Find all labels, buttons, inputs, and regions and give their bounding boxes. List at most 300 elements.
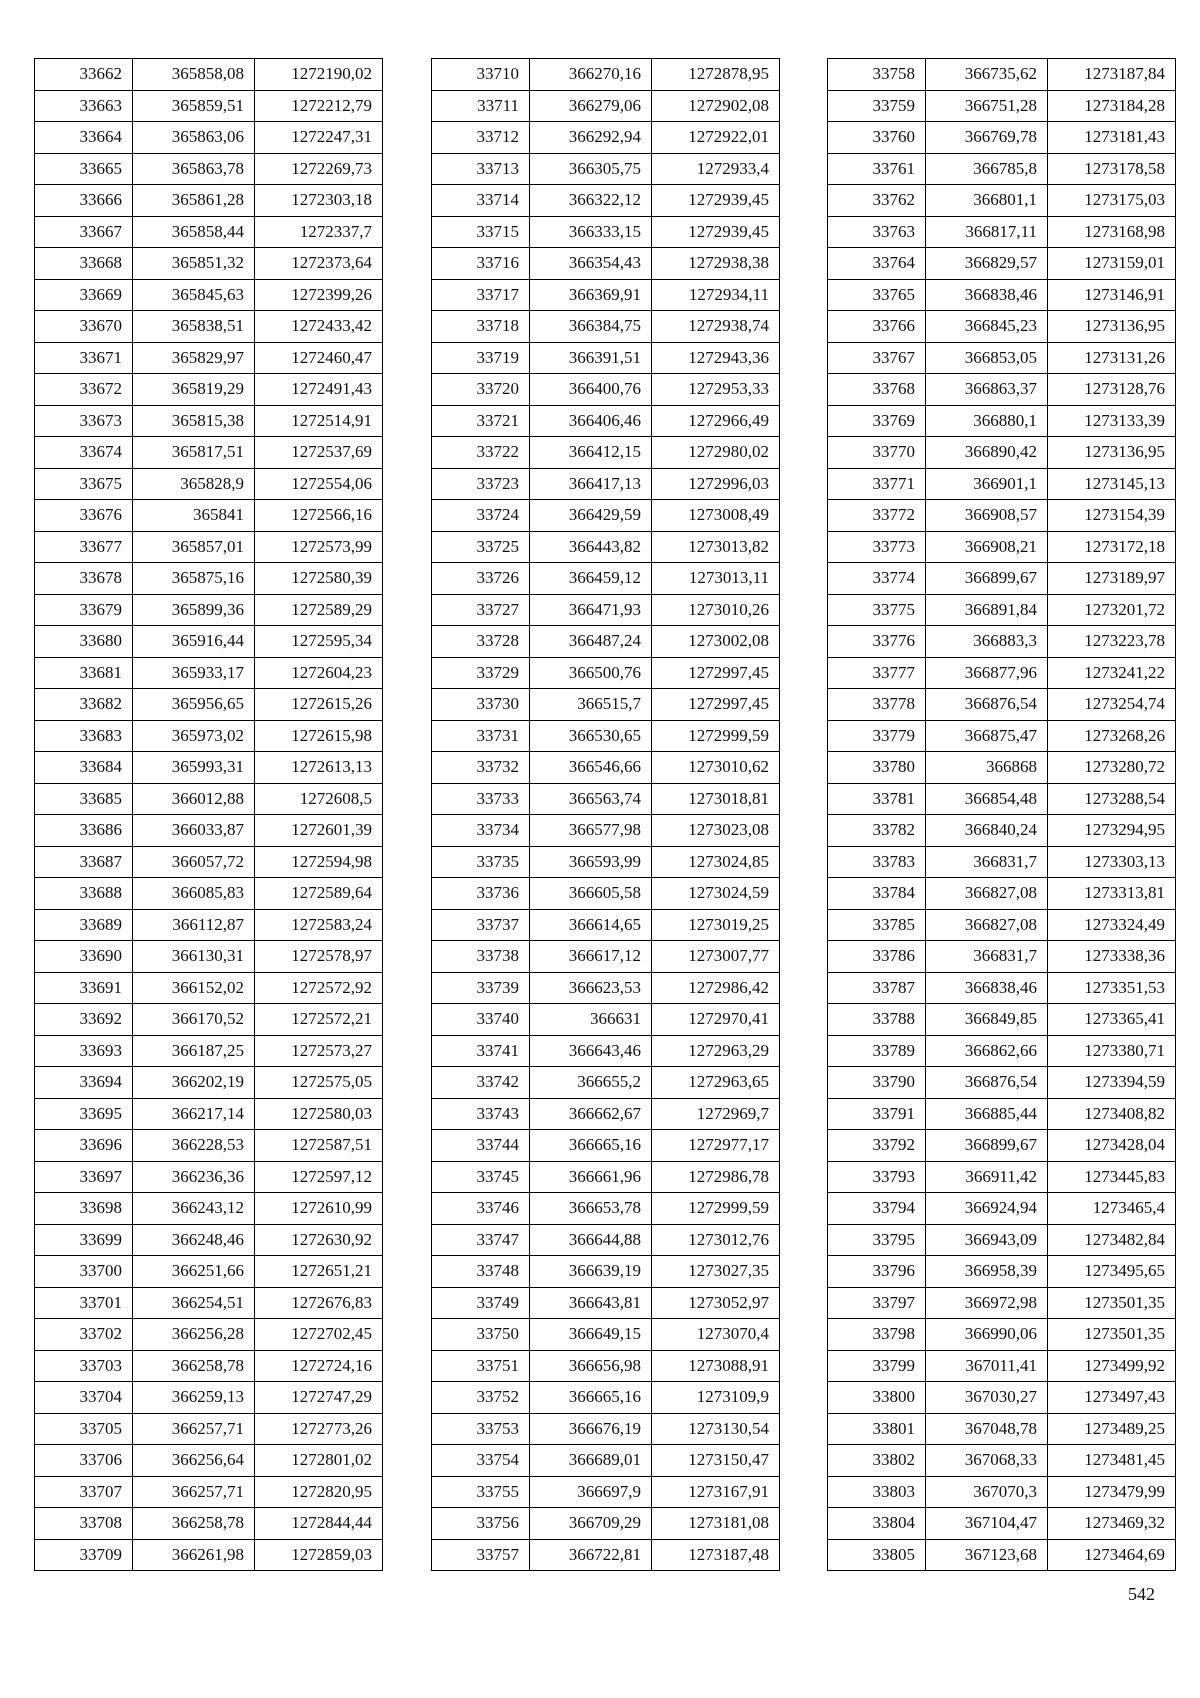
- y-coordinate-cell: 1273168,98: [1048, 216, 1176, 248]
- point-number-cell: 33758: [828, 59, 926, 91]
- point-number-cell: 33788: [828, 1004, 926, 1036]
- x-coordinate-cell: 366261,98: [133, 1539, 255, 1571]
- coordinate-table-2: [431, 58, 780, 1571]
- x-coordinate-cell: 366817,11: [926, 216, 1048, 248]
- point-number-cell: 33734: [432, 815, 530, 847]
- table-row: [35, 216, 383, 248]
- table-row: [432, 374, 780, 406]
- point-number-cell: 33701: [35, 1287, 133, 1319]
- y-coordinate-cell: 1273023,08: [652, 815, 780, 847]
- table-row: [35, 783, 383, 815]
- x-coordinate-cell: 366877,96: [926, 657, 1048, 689]
- x-coordinate-cell: 366292,94: [530, 122, 652, 154]
- point-number-cell: 33727: [432, 594, 530, 626]
- point-number-cell: 33777: [828, 657, 926, 689]
- table-row: [35, 909, 383, 941]
- point-number-cell: 33770: [828, 437, 926, 469]
- table-row: [432, 689, 780, 721]
- point-number-cell: 33677: [35, 531, 133, 563]
- point-number-cell: 33768: [828, 374, 926, 406]
- coordinate-table-1: [34, 58, 383, 1571]
- y-coordinate-cell: 1273109,9: [652, 1382, 780, 1414]
- x-coordinate-cell: 366908,57: [926, 500, 1048, 532]
- table-row: [828, 972, 1176, 1004]
- x-coordinate-cell: 366270,16: [530, 59, 652, 91]
- table-row: [35, 657, 383, 689]
- point-number-cell: 33733: [432, 783, 530, 815]
- x-coordinate-cell: 366901,1: [926, 468, 1048, 500]
- y-coordinate-cell: 1273324,49: [1048, 909, 1176, 941]
- table-row: [828, 185, 1176, 217]
- table-row: [828, 90, 1176, 122]
- x-coordinate-cell: 366908,21: [926, 531, 1048, 563]
- point-number-cell: 33664: [35, 122, 133, 154]
- table-row: [828, 1445, 1176, 1477]
- point-number-cell: 33753: [432, 1413, 530, 1445]
- y-coordinate-cell: 1273201,72: [1048, 594, 1176, 626]
- y-coordinate-cell: 1272878,95: [652, 59, 780, 91]
- y-coordinate-cell: 1272980,02: [652, 437, 780, 469]
- x-coordinate-cell: 365841: [133, 500, 255, 532]
- table-row: [35, 1319, 383, 1351]
- point-number-cell: 33681: [35, 657, 133, 689]
- table-row: [828, 752, 1176, 784]
- y-coordinate-cell: 1272939,45: [652, 185, 780, 217]
- x-coordinate-cell: 366885,44: [926, 1098, 1048, 1130]
- table-row: [35, 1256, 383, 1288]
- y-coordinate-cell: 1273128,76: [1048, 374, 1176, 406]
- x-coordinate-cell: 366899,67: [926, 563, 1048, 595]
- y-coordinate-cell: 1273131,26: [1048, 342, 1176, 374]
- y-coordinate-cell: 1272969,7: [652, 1098, 780, 1130]
- x-coordinate-cell: 366187,25: [133, 1035, 255, 1067]
- x-coordinate-cell: 366412,15: [530, 437, 652, 469]
- table-row: [828, 311, 1176, 343]
- y-coordinate-cell: 1272613,13: [255, 752, 383, 784]
- y-coordinate-cell: 1273154,39: [1048, 500, 1176, 532]
- x-coordinate-cell: 366369,91: [530, 279, 652, 311]
- y-coordinate-cell: 1272999,59: [652, 720, 780, 752]
- y-coordinate-cell: 1273150,47: [652, 1445, 780, 1477]
- x-coordinate-cell: 366853,05: [926, 342, 1048, 374]
- x-coordinate-cell: 366354,43: [530, 248, 652, 280]
- y-coordinate-cell: 1273178,58: [1048, 153, 1176, 185]
- table-row: [35, 720, 383, 752]
- x-coordinate-cell: 365819,29: [133, 374, 255, 406]
- point-number-cell: 33669: [35, 279, 133, 311]
- table-row: [35, 1004, 383, 1036]
- table-row: [828, 626, 1176, 658]
- point-number-cell: 33722: [432, 437, 530, 469]
- x-coordinate-cell: 366643,46: [530, 1035, 652, 1067]
- point-number-cell: 33793: [828, 1161, 926, 1193]
- point-number-cell: 33792: [828, 1130, 926, 1162]
- x-coordinate-cell: 365829,97: [133, 342, 255, 374]
- point-number-cell: 33684: [35, 752, 133, 784]
- y-coordinate-cell: 1272651,21: [255, 1256, 383, 1288]
- point-number-cell: 33725: [432, 531, 530, 563]
- point-number-cell: 33795: [828, 1224, 926, 1256]
- point-number-cell: 33712: [432, 122, 530, 154]
- y-coordinate-cell: 1273223,78: [1048, 626, 1176, 658]
- table-row: [828, 279, 1176, 311]
- x-coordinate-cell: 366429,59: [530, 500, 652, 532]
- y-coordinate-cell: 1273130,54: [652, 1413, 780, 1445]
- x-coordinate-cell: 366845,23: [926, 311, 1048, 343]
- y-coordinate-cell: 1272986,42: [652, 972, 780, 1004]
- x-coordinate-cell: 366256,64: [133, 1445, 255, 1477]
- table-row: [35, 1287, 383, 1319]
- y-coordinate-cell: 1272554,06: [255, 468, 383, 500]
- point-number-cell: 33739: [432, 972, 530, 1004]
- x-coordinate-cell: 365815,38: [133, 405, 255, 437]
- table-row: [432, 1035, 780, 1067]
- x-coordinate-cell: 366676,19: [530, 1413, 652, 1445]
- point-number-cell: 33674: [35, 437, 133, 469]
- table-row: [35, 374, 383, 406]
- x-coordinate-cell: 367104,47: [926, 1508, 1048, 1540]
- x-coordinate-cell: 366257,71: [133, 1413, 255, 1445]
- point-number-cell: 33782: [828, 815, 926, 847]
- table-row: [35, 405, 383, 437]
- y-coordinate-cell: 1272630,92: [255, 1224, 383, 1256]
- y-coordinate-cell: 1272938,38: [652, 248, 780, 280]
- y-coordinate-cell: 1272583,24: [255, 909, 383, 941]
- point-number-cell: 33723: [432, 468, 530, 500]
- point-number-cell: 33769: [828, 405, 926, 437]
- point-number-cell: 33738: [432, 941, 530, 973]
- x-coordinate-cell: 365838,51: [133, 311, 255, 343]
- point-number-cell: 33717: [432, 279, 530, 311]
- point-number-cell: 33673: [35, 405, 133, 437]
- y-coordinate-cell: 1272859,03: [255, 1539, 383, 1571]
- y-coordinate-cell: 1273338,36: [1048, 941, 1176, 973]
- page-number: 542: [1128, 1584, 1155, 1604]
- table-row: [828, 594, 1176, 626]
- table-row: [35, 1382, 383, 1414]
- point-number-cell: 33706: [35, 1445, 133, 1477]
- y-coordinate-cell: 1273181,08: [652, 1508, 780, 1540]
- table-row: [432, 437, 780, 469]
- y-coordinate-cell: 1273501,35: [1048, 1287, 1176, 1319]
- y-coordinate-cell: 1272491,43: [255, 374, 383, 406]
- table-row: [35, 1130, 383, 1162]
- table-row: [432, 59, 780, 91]
- table-row: [828, 1098, 1176, 1130]
- x-coordinate-cell: 366958,39: [926, 1256, 1048, 1288]
- table-row: [432, 657, 780, 689]
- table-row: [828, 846, 1176, 878]
- point-number-cell: 33697: [35, 1161, 133, 1193]
- table-row: [432, 90, 780, 122]
- table-row: [828, 153, 1176, 185]
- table-row: [35, 1445, 383, 1477]
- x-coordinate-cell: 365858,08: [133, 59, 255, 91]
- x-coordinate-cell: 366876,54: [926, 689, 1048, 721]
- table-row: [828, 1067, 1176, 1099]
- y-coordinate-cell: 1273313,81: [1048, 878, 1176, 910]
- point-number-cell: 33698: [35, 1193, 133, 1225]
- y-coordinate-cell: 1272580,03: [255, 1098, 383, 1130]
- table-row: [828, 815, 1176, 847]
- point-number-cell: 33679: [35, 594, 133, 626]
- y-coordinate-cell: 1273288,54: [1048, 783, 1176, 815]
- table-row: [35, 531, 383, 563]
- table-row: [828, 1319, 1176, 1351]
- table-row: [828, 657, 1176, 689]
- x-coordinate-cell: 365993,31: [133, 752, 255, 784]
- table-row: [432, 941, 780, 973]
- table-row: [432, 752, 780, 784]
- x-coordinate-cell: 366972,98: [926, 1287, 1048, 1319]
- x-coordinate-cell: 366259,13: [133, 1382, 255, 1414]
- y-coordinate-cell: 1272747,29: [255, 1382, 383, 1414]
- y-coordinate-cell: 1273145,13: [1048, 468, 1176, 500]
- x-coordinate-cell: 366170,52: [133, 1004, 255, 1036]
- x-coordinate-cell: 367068,33: [926, 1445, 1048, 1477]
- table-row: [432, 1287, 780, 1319]
- y-coordinate-cell: 1273189,97: [1048, 563, 1176, 595]
- point-number-cell: 33724: [432, 500, 530, 532]
- point-number-cell: 33670: [35, 311, 133, 343]
- table-row: [432, 311, 780, 343]
- point-number-cell: 33667: [35, 216, 133, 248]
- y-coordinate-cell: 1272460,47: [255, 342, 383, 374]
- x-coordinate-cell: 366279,06: [530, 90, 652, 122]
- y-coordinate-cell: 1273019,25: [652, 909, 780, 941]
- y-coordinate-cell: 1273136,95: [1048, 437, 1176, 469]
- y-coordinate-cell: 1272597,12: [255, 1161, 383, 1193]
- y-coordinate-cell: 1272589,64: [255, 878, 383, 910]
- x-coordinate-cell: 367030,27: [926, 1382, 1048, 1414]
- table-row: [35, 311, 383, 343]
- y-coordinate-cell: 1273018,81: [652, 783, 780, 815]
- table-body: [828, 59, 1176, 1571]
- table-row: [35, 59, 383, 91]
- x-coordinate-cell: 366243,12: [133, 1193, 255, 1225]
- x-coordinate-cell: 366112,87: [133, 909, 255, 941]
- y-coordinate-cell: 1272399,26: [255, 279, 383, 311]
- x-coordinate-cell: 366827,08: [926, 878, 1048, 910]
- y-coordinate-cell: 1272615,26: [255, 689, 383, 721]
- y-coordinate-cell: 1272801,02: [255, 1445, 383, 1477]
- y-coordinate-cell: 1272997,45: [652, 657, 780, 689]
- y-coordinate-cell: 1272537,69: [255, 437, 383, 469]
- table-row: [828, 437, 1176, 469]
- table-row: [35, 279, 383, 311]
- point-number-cell: 33721: [432, 405, 530, 437]
- y-coordinate-cell: 1272608,5: [255, 783, 383, 815]
- x-coordinate-cell: 365899,36: [133, 594, 255, 626]
- table-row: [828, 783, 1176, 815]
- table-row: [828, 248, 1176, 280]
- y-coordinate-cell: 1272514,91: [255, 405, 383, 437]
- table-row: [35, 90, 383, 122]
- table-row: [828, 1382, 1176, 1414]
- x-coordinate-cell: 366057,72: [133, 846, 255, 878]
- y-coordinate-cell: 1272963,29: [652, 1035, 780, 1067]
- table-row: [35, 185, 383, 217]
- y-coordinate-cell: 1272996,03: [652, 468, 780, 500]
- y-coordinate-cell: 1272997,45: [652, 689, 780, 721]
- table-row: [828, 1539, 1176, 1571]
- table-row: [828, 1287, 1176, 1319]
- table-row: [432, 1256, 780, 1288]
- point-number-cell: 33694: [35, 1067, 133, 1099]
- point-number-cell: 33703: [35, 1350, 133, 1382]
- point-number-cell: 33713: [432, 153, 530, 185]
- x-coordinate-cell: 366656,98: [530, 1350, 652, 1382]
- table-row: [432, 720, 780, 752]
- point-number-cell: 33745: [432, 1161, 530, 1193]
- y-coordinate-cell: 1273181,43: [1048, 122, 1176, 154]
- y-coordinate-cell: 1273184,28: [1048, 90, 1176, 122]
- point-number-cell: 33776: [828, 626, 926, 658]
- table-row: [35, 1161, 383, 1193]
- table-row: [828, 1476, 1176, 1508]
- x-coordinate-cell: 366644,88: [530, 1224, 652, 1256]
- x-coordinate-cell: 366033,87: [133, 815, 255, 847]
- table-row: [35, 846, 383, 878]
- x-coordinate-cell: 366236,36: [133, 1161, 255, 1193]
- table-row: [35, 1098, 383, 1130]
- x-coordinate-cell: 366443,82: [530, 531, 652, 563]
- x-coordinate-cell: 366254,51: [133, 1287, 255, 1319]
- table-row: [828, 1161, 1176, 1193]
- x-coordinate-cell: 366258,78: [133, 1350, 255, 1382]
- y-coordinate-cell: 1272953,33: [652, 374, 780, 406]
- x-coordinate-cell: 366530,65: [530, 720, 652, 752]
- point-number-cell: 33778: [828, 689, 926, 721]
- point-number-cell: 33708: [35, 1508, 133, 1540]
- point-number-cell: 33710: [432, 59, 530, 91]
- table-row: [828, 878, 1176, 910]
- y-coordinate-cell: 1273012,76: [652, 1224, 780, 1256]
- y-coordinate-cell: 1272820,95: [255, 1476, 383, 1508]
- x-coordinate-cell: 366849,85: [926, 1004, 1048, 1036]
- point-number-cell: 33772: [828, 500, 926, 532]
- x-coordinate-cell: 366605,58: [530, 878, 652, 910]
- point-number-cell: 33774: [828, 563, 926, 595]
- y-coordinate-cell: 1272844,44: [255, 1508, 383, 1540]
- table-row: [432, 1350, 780, 1382]
- y-coordinate-cell: 1272575,05: [255, 1067, 383, 1099]
- x-coordinate-cell: 366012,88: [133, 783, 255, 815]
- table-row: [35, 815, 383, 847]
- table-row: [432, 216, 780, 248]
- y-coordinate-cell: 1272702,45: [255, 1319, 383, 1351]
- point-number-cell: 33805: [828, 1539, 926, 1571]
- table-row: [828, 342, 1176, 374]
- x-coordinate-cell: 366406,46: [530, 405, 652, 437]
- point-number-cell: 33731: [432, 720, 530, 752]
- x-coordinate-cell: 366990,06: [926, 1319, 1048, 1351]
- x-coordinate-cell: 365861,28: [133, 185, 255, 217]
- x-coordinate-cell: 366228,53: [133, 1130, 255, 1162]
- point-number-cell: 33801: [828, 1413, 926, 1445]
- table-row: [828, 374, 1176, 406]
- table-row: [35, 1508, 383, 1540]
- x-coordinate-cell: 366649,15: [530, 1319, 652, 1351]
- point-number-cell: 33728: [432, 626, 530, 658]
- point-number-cell: 33794: [828, 1193, 926, 1225]
- table-row: [432, 1539, 780, 1571]
- x-coordinate-cell: 366891,84: [926, 594, 1048, 626]
- point-number-cell: 33746: [432, 1193, 530, 1225]
- point-number-cell: 33743: [432, 1098, 530, 1130]
- table-row: [35, 1350, 383, 1382]
- point-number-cell: 33687: [35, 846, 133, 878]
- table-row: [432, 1413, 780, 1445]
- y-coordinate-cell: 1273175,03: [1048, 185, 1176, 217]
- x-coordinate-cell: 367048,78: [926, 1413, 1048, 1445]
- point-number-cell: 33691: [35, 972, 133, 1004]
- y-coordinate-cell: 1272190,02: [255, 59, 383, 91]
- point-number-cell: 33714: [432, 185, 530, 217]
- x-coordinate-cell: 366665,16: [530, 1130, 652, 1162]
- y-coordinate-cell: 1273380,71: [1048, 1035, 1176, 1067]
- x-coordinate-cell: 366655,2: [530, 1067, 652, 1099]
- point-number-cell: 33695: [35, 1098, 133, 1130]
- point-number-cell: 33802: [828, 1445, 926, 1477]
- x-coordinate-cell: 366085,83: [133, 878, 255, 910]
- x-coordinate-cell: 366130,31: [133, 941, 255, 973]
- x-coordinate-cell: 366248,46: [133, 1224, 255, 1256]
- point-number-cell: 33789: [828, 1035, 926, 1067]
- table-row: [35, 1067, 383, 1099]
- point-number-cell: 33676: [35, 500, 133, 532]
- table-row: [828, 1413, 1176, 1445]
- point-number-cell: 33736: [432, 878, 530, 910]
- y-coordinate-cell: 1272433,42: [255, 311, 383, 343]
- y-coordinate-cell: 1273481,45: [1048, 1445, 1176, 1477]
- y-coordinate-cell: 1273280,72: [1048, 752, 1176, 784]
- x-coordinate-cell: 366689,01: [530, 1445, 652, 1477]
- y-coordinate-cell: 1273013,11: [652, 563, 780, 595]
- x-coordinate-cell: 365916,44: [133, 626, 255, 658]
- point-number-cell: 33716: [432, 248, 530, 280]
- table-row: [432, 878, 780, 910]
- y-coordinate-cell: 1273241,22: [1048, 657, 1176, 689]
- point-number-cell: 33737: [432, 909, 530, 941]
- y-coordinate-cell: 1273024,85: [652, 846, 780, 878]
- point-number-cell: 33735: [432, 846, 530, 878]
- table-row: [35, 972, 383, 1004]
- y-coordinate-cell: 1272902,08: [652, 90, 780, 122]
- x-coordinate-cell: 366391,51: [530, 342, 652, 374]
- point-number-cell: 33709: [35, 1539, 133, 1571]
- table-body: [432, 59, 780, 1571]
- x-coordinate-cell: 366563,74: [530, 783, 652, 815]
- table-row: [432, 279, 780, 311]
- point-number-cell: 33718: [432, 311, 530, 343]
- point-number-cell: 33779: [828, 720, 926, 752]
- point-number-cell: 33689: [35, 909, 133, 941]
- point-number-cell: 33726: [432, 563, 530, 595]
- point-number-cell: 33683: [35, 720, 133, 752]
- x-coordinate-cell: 365858,44: [133, 216, 255, 248]
- x-coordinate-cell: 366735,62: [926, 59, 1048, 91]
- point-number-cell: 33685: [35, 783, 133, 815]
- y-coordinate-cell: 1272303,18: [255, 185, 383, 217]
- x-coordinate-cell: 366471,93: [530, 594, 652, 626]
- point-number-cell: 33711: [432, 90, 530, 122]
- table-row: [35, 878, 383, 910]
- table-row: [432, 972, 780, 1004]
- x-coordinate-cell: 365875,16: [133, 563, 255, 595]
- point-number-cell: 33678: [35, 563, 133, 595]
- point-number-cell: 33750: [432, 1319, 530, 1351]
